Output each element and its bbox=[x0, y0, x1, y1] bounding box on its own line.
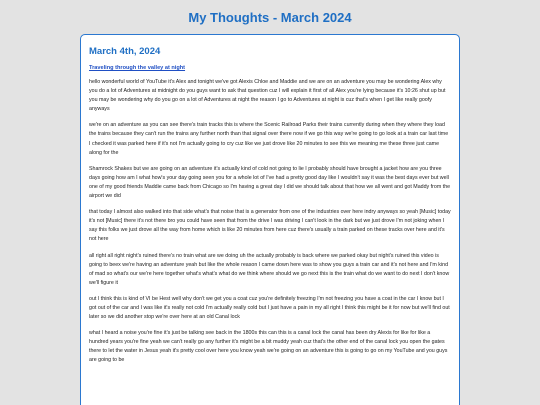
post-paragraph: all right all right night's ruined there's no train what are we doing uh the actually probably is back where we parked okay but night's ruined this video is going to beex we're having an adventure yeah but like the whole reason I came down here was to show you guys a train car and it's not here and I'm kind of mad so what's our we're here together what's what's what do we think where should we go next this is the train what do we want to do next I don't know we'll figure it bbox=[89, 252, 450, 286]
site-title: My Thoughts - March 2024 bbox=[188, 10, 352, 25]
post-paragraph: hello wonderful world of YouTube it's Alex and tonight we've got Alexis Chloe and Maddie and we are on an adventure you may be wondering Alex why you do a lot of Adventures at midnight do you guys want to ask that question cuz I will explain it first of all Alex you're lying because it's 10:26 shut up but you may be wondering why do you go on a lot of Adventures at night the reason I go to Adventures at night is cuz that's when I get like really goofy anyways bbox=[89, 79, 446, 113]
post-paragraph: what I heard a noise you're fine it's just be talking see back in the 1800s this can this is a canal lock the canal has been dry Alexis for like for like a hundred years you're fine yeah we can't really go any further it's might be a bit muddy yeah cuz that's the other end of the canal lock you open the gates there to let the water in Jesus yeah it's pretty cool over here you know yeah we're going on an adventure this is going to go on my YouTube and you guys are going to be bbox=[89, 330, 448, 364]
post-paragraph: out I think this is kind of VI be Hest well why don't we get you a coat cuz you're definitely freezing I'm not freezing you have a coat in the car I know but I got out of the car and I was like it's really not cold I'm actually really cold but I just have a pain in my all right I think this might be it for now but we'll find out later so we did another stop we're over here at an old Canal lock bbox=[89, 295, 450, 321]
post-body bbox=[89, 78, 451, 366]
post-paragraph: we're on an adventure as you can see there's train tracks this is where the Scenic Railroad Parks their trains currently during when they where they load the trains because they can't run the trains any further north than that signal over there now if we go this way we're going to go look at a train car last time I checked it was parked here if it's not I'm actually going to cry cuz like we just drove like 20 minutes to see this we meaning me these three just came along for the bbox=[89, 122, 449, 156]
post-paragraph: that today I almost also walked into that side what's that noise that is a generator from one of the industries over here indry anyways so yeah [Music] today it's not [Music] there it's not there bro you could have seen that from the drive I was driving I can't look in the dark but we just drove I'm not joking when I say this folks we just drove all the way from home which is like 20 minutes from here cuz there's usually a train parked on these tracks over here and it's not here bbox=[89, 209, 451, 243]
post-card bbox=[80, 34, 460, 405]
post-date: March 4th, 2024 bbox=[89, 46, 161, 57]
post-title-link[interactable]: Traveling through the valley at night bbox=[89, 65, 186, 71]
post-paragraph: Shamrock Shakes but we are going on an adventure it's actually kind of cold not going to lie I probably should have brought a jacket how are you three days going how am I what how's your day going seen you for a whole lot of I've had a pretty good day like I wouldn't say it was the best days ever but well one of my good friends Maddie came back from Chicago so I'm having a great day I did we should talk about that how we all went and got Maddy from the airport we did bbox=[89, 165, 451, 200]
